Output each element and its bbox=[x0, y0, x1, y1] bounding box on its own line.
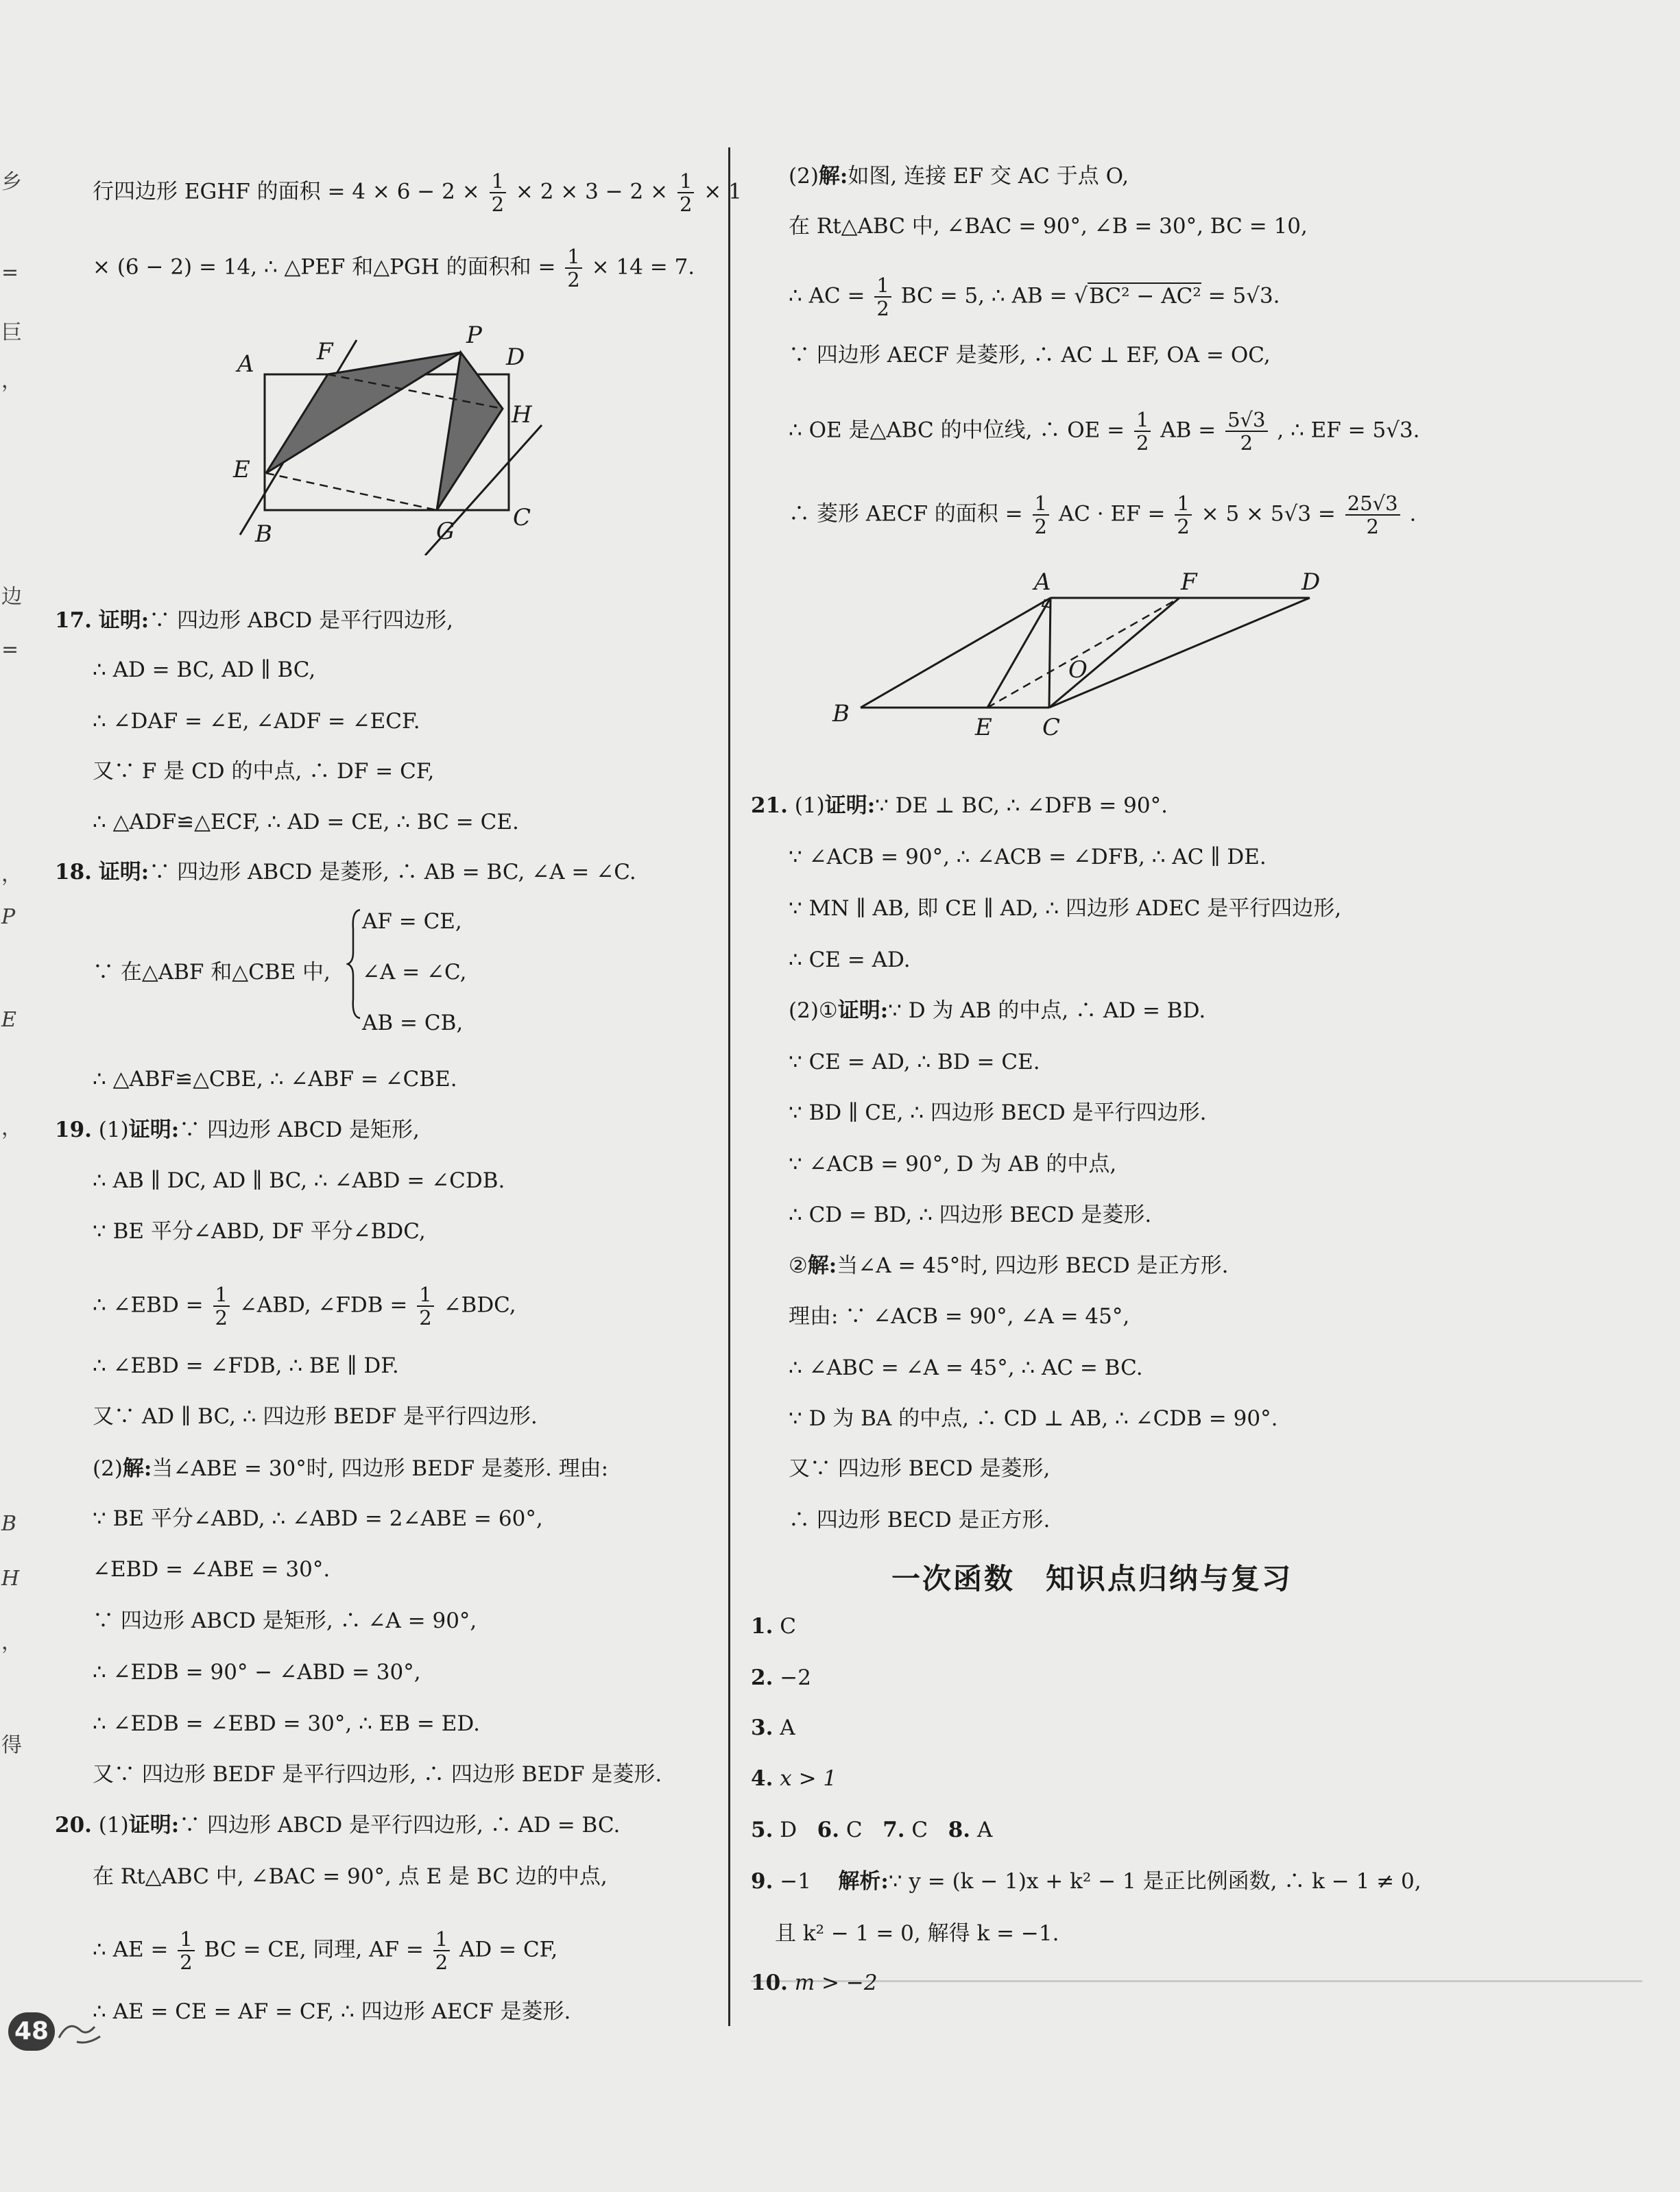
problem-20-line-1 bbox=[55, 1810, 620, 1840]
denominator: 2 bbox=[419, 1306, 432, 1329]
right-line-16 bbox=[789, 1251, 1229, 1281]
numerator: 1 bbox=[565, 245, 581, 269]
margin-char: = bbox=[1, 638, 19, 662]
answer-1 bbox=[751, 1611, 796, 1641]
proof-tag: 证明: bbox=[98, 608, 149, 633]
radicand: BC² − AC² bbox=[1089, 283, 1201, 309]
fraction bbox=[178, 1928, 194, 1973]
triangle-pgh bbox=[437, 352, 503, 510]
problem-19-line-8: ∵ BE 平分∠ABD, ∴ ∠ABD = 2∠ABE = 60°, bbox=[93, 1506, 543, 1531]
answer-4 bbox=[751, 1763, 837, 1794]
text: ∵ 四边形 ABCD 是矩形, bbox=[179, 1118, 420, 1142]
label-c: C bbox=[1042, 714, 1061, 741]
margin-char: P bbox=[1, 905, 16, 929]
problem-17-line-1 bbox=[55, 605, 453, 636]
right-line-5 bbox=[789, 409, 1420, 454]
right-line-19: ∵ D 为 BA 的中点, ∴ CD ⊥ AB, ∴ ∠CDB = 90°. bbox=[789, 1406, 1278, 1431]
text: 当∠ABE = 30°时, 四边形 BEDF 是菱形. 理由: bbox=[152, 1456, 609, 1481]
proof-tag: 证明: bbox=[128, 1813, 180, 1838]
triangle-pef bbox=[266, 352, 461, 473]
margin-char: B bbox=[1, 1512, 17, 1536]
text: ∴ ∠EBD = bbox=[93, 1292, 204, 1318]
fraction bbox=[433, 1928, 450, 1973]
margin-char: H bbox=[1, 1567, 20, 1591]
problem-21-line-1 bbox=[751, 791, 1168, 821]
right-line-20: 又∵ 四边形 BECD 是菱形, bbox=[789, 1456, 1051, 1481]
problem-number: 20. bbox=[55, 1813, 92, 1838]
fraction bbox=[565, 245, 581, 291]
right-line-13: ∵ BD ∥ CE, ∴ 四边形 BECD 是平行四边形. bbox=[789, 1100, 1207, 1125]
label-b: B bbox=[255, 520, 272, 548]
part-label: (2)① bbox=[789, 998, 838, 1023]
margin-char: ， bbox=[1, 369, 22, 393]
proof-tag: 证明: bbox=[824, 793, 876, 818]
problem-19-line-4 bbox=[93, 1284, 516, 1329]
text: AC · EF = bbox=[1058, 501, 1166, 527]
problem-19-line-11: ∴ ∠EDB = 90° − ∠ABD = 30°, bbox=[93, 1660, 421, 1685]
segment-ab bbox=[861, 598, 1051, 708]
brace-icon bbox=[346, 908, 361, 1020]
answers-5-8 bbox=[751, 1815, 992, 1845]
right-line-3 bbox=[789, 274, 1280, 320]
label-a: A bbox=[237, 350, 254, 378]
answer: A bbox=[976, 1818, 993, 1842]
segment-ac bbox=[1049, 598, 1051, 708]
numerator: 1 bbox=[677, 170, 694, 193]
label-c: C bbox=[513, 504, 531, 531]
denominator: 2 bbox=[876, 297, 889, 320]
answer: C bbox=[780, 1614, 796, 1639]
dashed-ef bbox=[987, 598, 1179, 708]
problem-17-line-4: 又∵ F 是 CD 的中点, ∴ DF = CF, bbox=[93, 759, 435, 784]
segment-cd bbox=[1049, 598, 1310, 708]
problem-17-line-5: ∴ △ADF≌△ECF, ∴ AD = CE, ∴ BC = CE. bbox=[93, 810, 519, 834]
right-line-14: ∵ ∠ACB = 90°, D 为 AB 的中点, bbox=[789, 1152, 1117, 1177]
numerator: 1 bbox=[490, 170, 506, 193]
problem-20-line-2: 在 Rt△ABC 中, ∠BAC = 90°, 点 E 是 BC 边的中点, bbox=[93, 1864, 608, 1889]
problem-19-line-12: ∴ ∠EDB = ∠EBD = 30°, ∴ EB = ED. bbox=[93, 1711, 480, 1736]
denominator: 2 bbox=[180, 1951, 193, 1974]
text: = 5√3. bbox=[1208, 283, 1280, 309]
numerator: 1 bbox=[433, 1928, 450, 1951]
margin-char: 得 bbox=[1, 1733, 22, 1757]
right-line-17: 理由: ∵ ∠ACB = 90°, ∠A = 45°, bbox=[789, 1304, 1130, 1329]
text: ∵ y = (k − 1)x + k² − 1 是正比例函数, ∴ k − 1 ≠ 0, bbox=[888, 1869, 1421, 1894]
text: ∴ AE = bbox=[93, 1937, 169, 1962]
problem-19-line-13: 又∵ 四边形 BEDF 是平行四边形, ∴ 四边形 BEDF 是菱形. bbox=[93, 1762, 662, 1787]
answer: D bbox=[780, 1818, 797, 1842]
problem-number: 9. bbox=[751, 1869, 773, 1894]
figure-rhombus bbox=[816, 562, 1337, 747]
numerator: 1 bbox=[1134, 409, 1151, 432]
answer: C bbox=[911, 1818, 928, 1842]
text: 行四边形 EGHF 的面积 = 4 × 6 − 2 × bbox=[93, 179, 480, 204]
part-label: ② bbox=[789, 1253, 808, 1278]
segment-ae bbox=[987, 598, 1051, 708]
system-row-2: ∠A = ∠C, bbox=[362, 960, 467, 985]
answer-9-line-2: 且 k² − 1 = 0, 解得 k = −1. bbox=[775, 1921, 1059, 1946]
text: × 2 × 3 − 2 × bbox=[515, 179, 669, 204]
text: ∴ 菱形 AECF 的面积 = bbox=[789, 501, 1023, 527]
problem-number: 4. bbox=[751, 1766, 773, 1791]
text: ∵ 四边形 ABCD 是平行四边形, ∴ AD = BC. bbox=[179, 1813, 621, 1838]
proof-tag: 证明: bbox=[837, 998, 889, 1023]
text: 如图, 连接 EF 交 AC 于点 O, bbox=[848, 164, 1129, 189]
text: ∴ OE 是△ABC 的中位线, ∴ OE = bbox=[789, 418, 1125, 443]
column-divider bbox=[728, 147, 730, 2026]
numerator: 1 bbox=[178, 1928, 194, 1951]
solution-tag: 解: bbox=[807, 1253, 837, 1278]
margin-char: ， bbox=[1, 1116, 22, 1140]
problem-number: 21. bbox=[751, 793, 788, 818]
label-o: O bbox=[1068, 656, 1088, 684]
problem-number: 7. bbox=[883, 1818, 905, 1842]
problem-19-line-10: ∵ 四边形 ABCD 是矩形, ∴ ∠A = 90°, bbox=[93, 1609, 477, 1633]
fraction bbox=[1033, 492, 1049, 538]
label-e: E bbox=[975, 714, 992, 741]
numerator: 1 bbox=[1175, 492, 1191, 516]
right-line-8: ∵ ∠ACB = 90°, ∴ ∠ACB = ∠DFB, ∴ AC ∥ DE. bbox=[789, 845, 1267, 869]
solution-tag: 解: bbox=[122, 1456, 152, 1481]
numerator: 5√3 bbox=[1225, 409, 1267, 432]
part-label: (2) bbox=[93, 1456, 123, 1481]
margin-char: 边 bbox=[1, 585, 22, 609]
denominator: 2 bbox=[567, 268, 580, 291]
margin-char: = bbox=[1, 261, 19, 285]
part-label: (1) bbox=[794, 793, 825, 818]
text: AB = bbox=[1160, 418, 1216, 443]
right-line-9: ∵ MN ∥ AB, 即 CE ∥ AD, ∴ 四边形 ADEC 是平行四边形, bbox=[789, 896, 1342, 921]
problem-number: 1. bbox=[751, 1614, 773, 1639]
left-line-1 bbox=[93, 170, 742, 215]
analysis-tag: 解析: bbox=[838, 1869, 889, 1894]
fraction bbox=[1134, 409, 1151, 454]
text: AD = CF, bbox=[459, 1937, 558, 1962]
fraction bbox=[1345, 492, 1400, 538]
system-row-1: AF = CE, bbox=[362, 909, 462, 934]
numerator: 1 bbox=[213, 1284, 230, 1307]
label-a: A bbox=[1034, 568, 1051, 596]
text: × 14 = 7. bbox=[591, 254, 695, 280]
problem-number: 6. bbox=[817, 1818, 840, 1842]
label-g: G bbox=[436, 518, 455, 545]
segment-fc bbox=[1049, 598, 1179, 708]
text: ∵ 四边形 ABCD 是菱形, ∴ AB = BC, ∠A = ∠C. bbox=[149, 860, 636, 884]
text: ∠BDC, bbox=[443, 1292, 516, 1318]
page-number-badge: 48 bbox=[8, 2012, 55, 2051]
text: BC = 5, ∴ AB = √ bbox=[900, 283, 1088, 309]
answer: A bbox=[780, 1715, 795, 1740]
system-row-3: AB = CB, bbox=[362, 1011, 464, 1035]
text: ∵ D 为 AB 的中点, ∴ AD = BD. bbox=[888, 998, 1206, 1023]
problem-number: 17. bbox=[55, 608, 92, 633]
answer: −1 bbox=[780, 1869, 811, 1894]
text: ∵ DE ⊥ BC, ∴ ∠DFB = 90°. bbox=[875, 793, 1168, 818]
right-line-21: ∴ 四边形 BECD 是正方形. bbox=[789, 1508, 1051, 1532]
problem-17-line-2: ∴ AD = BC, AD ∥ BC, bbox=[93, 658, 316, 682]
label-f: F bbox=[1181, 568, 1197, 596]
right-line-12: ∵ CE = AD, ∴ BD = CE. bbox=[789, 1050, 1040, 1074]
fraction bbox=[874, 274, 891, 320]
dashed-eg bbox=[266, 473, 437, 510]
text: ∵ 四边形 ABCD 是平行四边形, bbox=[149, 608, 453, 633]
margin-char: ， bbox=[1, 863, 22, 887]
label-d: D bbox=[1301, 568, 1321, 596]
fraction bbox=[490, 170, 506, 215]
right-line-15: ∴ CD = BD, ∴ 四边形 BECD 是菱形. bbox=[789, 1203, 1152, 1227]
part-label: (2) bbox=[789, 164, 819, 189]
text: . bbox=[1409, 501, 1417, 527]
right-line-6 bbox=[789, 492, 1416, 538]
problem-18-system-lead: ∵ 在△ABF 和△CBE 中, bbox=[93, 960, 331, 985]
text: , ∴ EF = 5√3. bbox=[1277, 418, 1420, 443]
numerator: 1 bbox=[417, 1284, 433, 1307]
denominator: 2 bbox=[491, 193, 505, 216]
text: BC = CE, 同理, AF = bbox=[204, 1937, 424, 1962]
problem-number: 2. bbox=[751, 1665, 773, 1690]
proof-tag: 证明: bbox=[128, 1118, 180, 1142]
problem-19-line-7 bbox=[93, 1454, 608, 1484]
right-line-4: ∵ 四边形 AECF 是菱形, ∴ AC ⊥ EF, OA = OC, bbox=[789, 343, 1271, 368]
numerator: 25√3 bbox=[1345, 492, 1400, 516]
label-p: P bbox=[466, 322, 482, 349]
problem-number: 10. bbox=[751, 1971, 788, 1995]
margin-char: ， bbox=[1, 1630, 22, 1654]
denominator: 2 bbox=[1177, 515, 1190, 538]
problem-18-line-end: ∴ △ABF≌△CBE, ∴ ∠ABF = ∠CBE. bbox=[93, 1067, 457, 1092]
numerator: 1 bbox=[1033, 492, 1049, 516]
problem-19-line-3: ∵ BE 平分∠ABD, DF 平分∠BDC, bbox=[93, 1219, 426, 1244]
problem-number: 3. bbox=[751, 1715, 773, 1740]
text: × (6 − 2) = 14, ∴ △PEF 和△PGH 的面积和 = bbox=[93, 254, 556, 280]
footer-rule bbox=[751, 1980, 1642, 1982]
section-title: 一次函数 知识点归纳与复习 bbox=[891, 1562, 1293, 1595]
answer: x > 1 bbox=[780, 1766, 837, 1791]
denominator: 2 bbox=[1136, 431, 1149, 455]
label-h: H bbox=[512, 401, 532, 429]
right-line-11 bbox=[789, 996, 1205, 1026]
problem-19-line-5: ∴ ∠EBD = ∠FDB, ∴ BE ∥ DF. bbox=[93, 1353, 399, 1378]
denominator: 2 bbox=[679, 193, 693, 216]
part-label: (1) bbox=[98, 1813, 129, 1838]
label-f: F bbox=[317, 338, 333, 365]
right-line-18: ∴ ∠ABC = ∠A = 45°, ∴ AC = BC. bbox=[789, 1356, 1143, 1380]
text: × 5 × 5√3 = bbox=[1201, 501, 1336, 527]
denominator: 2 bbox=[215, 1306, 228, 1329]
problem-18-line-1 bbox=[55, 857, 636, 887]
denominator: 2 bbox=[1034, 515, 1047, 538]
problem-19-line-2: ∴ AB ∥ DC, AD ∥ BC, ∴ ∠ABD = ∠CDB. bbox=[93, 1168, 505, 1193]
problem-19-line-6: 又∵ AD ∥ BC, ∴ 四边形 BEDF 是平行四边形. bbox=[93, 1404, 538, 1429]
problem-number: 18. bbox=[55, 860, 92, 884]
text: ∴ AC = bbox=[789, 283, 865, 309]
figure-rectangle-triangles bbox=[219, 322, 576, 555]
answer-3 bbox=[751, 1713, 795, 1743]
solution-tag: 解: bbox=[818, 164, 848, 189]
margin-char: 巨 bbox=[1, 321, 22, 345]
answer-10 bbox=[751, 1968, 878, 1998]
denominator: 2 bbox=[1240, 431, 1253, 455]
numerator: 1 bbox=[874, 274, 891, 298]
answer-2 bbox=[751, 1663, 811, 1693]
problem-number: 8. bbox=[948, 1818, 971, 1842]
text: × 1 bbox=[704, 179, 742, 204]
right-line-10: ∴ CE = AD. bbox=[789, 948, 911, 972]
answer: C bbox=[845, 1818, 863, 1842]
margin-char: E bbox=[1, 1008, 16, 1032]
fraction bbox=[677, 170, 694, 215]
text: ∠ABD, ∠FDB = bbox=[239, 1292, 408, 1318]
answer: −2 bbox=[780, 1665, 811, 1690]
right-line-2: 在 Rt△ABC 中, ∠BAC = 90°, ∠B = 30°, BC = 10, bbox=[789, 214, 1308, 239]
fraction bbox=[1225, 409, 1267, 454]
text: 当∠A = 45°时, 四边形 BECD 是正方形. bbox=[837, 1253, 1229, 1278]
problem-17-line-3: ∴ ∠DAF = ∠E, ∠ADF = ∠ECF. bbox=[93, 709, 420, 734]
denominator: 2 bbox=[435, 1951, 448, 1974]
answer: m > −2 bbox=[794, 1971, 878, 1995]
fraction bbox=[417, 1284, 433, 1329]
proof-tag: 证明: bbox=[98, 860, 149, 884]
answer-9 bbox=[751, 1866, 1421, 1896]
fraction bbox=[213, 1284, 230, 1329]
left-line-2 bbox=[93, 245, 695, 291]
problem-19-line-1 bbox=[55, 1115, 420, 1145]
problem-number: 5. bbox=[751, 1818, 773, 1842]
swirl-ornament-icon bbox=[56, 2017, 104, 2047]
problem-19-line-9: ∠EBD = ∠ABE = 30°. bbox=[93, 1557, 331, 1582]
label-e: E bbox=[233, 456, 250, 483]
fraction bbox=[1175, 492, 1191, 538]
part-label: (1) bbox=[98, 1118, 129, 1142]
right-line-1 bbox=[789, 161, 1129, 191]
margin-char: 乡 bbox=[1, 170, 22, 194]
problem-number: 19. bbox=[55, 1118, 92, 1142]
problem-20-line-3 bbox=[93, 1928, 557, 1973]
label-d: D bbox=[506, 344, 525, 371]
denominator: 2 bbox=[1366, 515, 1379, 538]
label-b: B bbox=[832, 700, 850, 727]
problem-20-line-4: ∴ AE = CE = AF = CF, ∴ 四边形 AECF 是菱形. bbox=[93, 1999, 571, 2024]
